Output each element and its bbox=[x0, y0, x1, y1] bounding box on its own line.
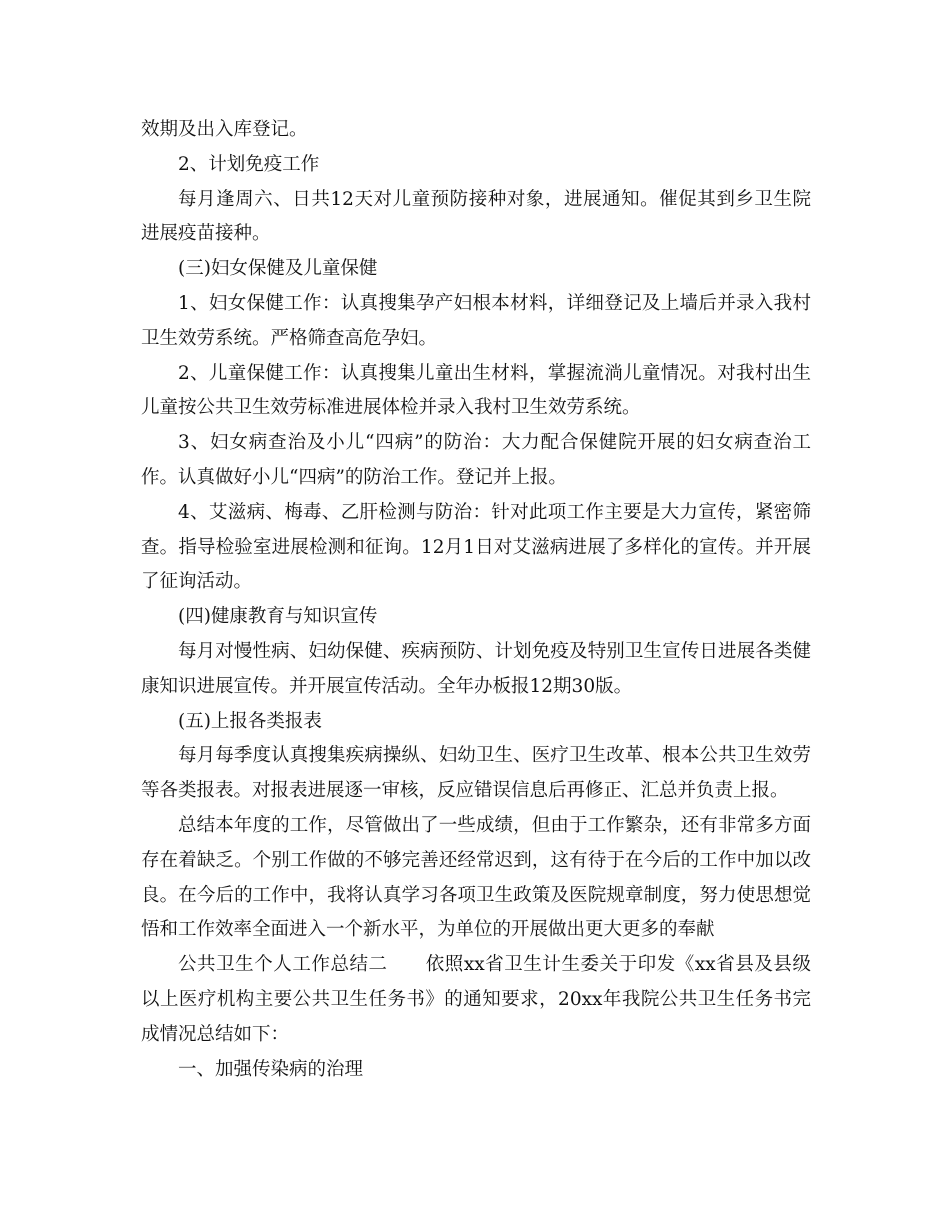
paragraph-aids-testing: 4、艾滋病、梅毒、乙肝检测与防治：针对此项工作主要是大力宣传，紧密筛查。指导检验室进展检测和征询。12月1日对艾滋病进展了多样化的宣传。并开展了征询活动。 bbox=[141, 501, 811, 593]
heading-health-education: (四)健康教育与知识宣传 bbox=[178, 606, 378, 628]
heading-reports: (五)上报各类报表 bbox=[178, 710, 322, 732]
paragraph-disease-treatment: 3、妇女病查治及小儿“四病”的防治：大力配合保健院开展的妇女病查治工作。认真做好小儿“四病”的防治工作。登记并上报。 bbox=[141, 432, 811, 488]
paragraph-reports: 每月每季度认真搜集疾病操纵、妇幼卫生、医疗卫生改革、根本公共卫生效劳等各类报表。对报表进展逐一审核，反应错误信息后再修正、汇总并负责上报。 bbox=[141, 745, 811, 802]
paragraph-women-health: 1、妇女保健工作：认真搜集孕产妇根本材料，详细登记及上墙后并录入我村卫生效劳系统。严格筛查高危孕妇。 bbox=[141, 292, 811, 349]
heading-women-children-health: (三)妇女保健及儿童保健 bbox=[178, 258, 378, 280]
heading-immunization: 2、计划免疫工作 bbox=[178, 153, 320, 175]
paragraph-immunization: 每月逢周六、日共12天对儿童预防接种对象，进展通知。催促其到乡卫生院进展疫苗接种。 bbox=[141, 188, 811, 245]
heading-infectious-disease: 一、加强传染病的治理 bbox=[178, 1058, 364, 1080]
paragraph-summary: 总结本年度的工作，尽管做出了一些成绩，但由于工作繁杂，还有非常多方面存在着缺乏。个别工作做的不够完善还经常迟到，这有待于在今后的工作中加以改良。在今后的工作中，我将认真学习各项卫生政策及医院规章制度，努力使思想觉悟和工作效率全面进入一个新水平，为单位的开展做出更大更多的奉献 bbox=[141, 814, 811, 941]
paragraph-continuation: 效期及出入库登记。 bbox=[141, 119, 308, 140]
paragraph-health-education: 每月对慢性病、妇幼保健、疾病预防、计划免疫及特别卫生宣传日进展各类健康知识进展宣传。并开展宣传活动。全年办板报12期30版。 bbox=[141, 640, 811, 697]
paragraph-summary-two: 公共卫生个人工作总结二 依照xx省卫生计生委关于印发《xx省县及县级以上医疗机构主要公共卫生任务书》的通知要求，20xx年我院公共卫生任务书完成情况总结如下： bbox=[141, 954, 811, 1045]
document-body bbox=[141, 113, 811, 1087]
paragraph-child-health: 2、儿童保健工作：认真搜集儿童出生材料，掌握流淌儿童情况。对我村出生儿童按公共卫生效劳标准进展体检并录入我村卫生效劳系统。 bbox=[141, 362, 811, 419]
